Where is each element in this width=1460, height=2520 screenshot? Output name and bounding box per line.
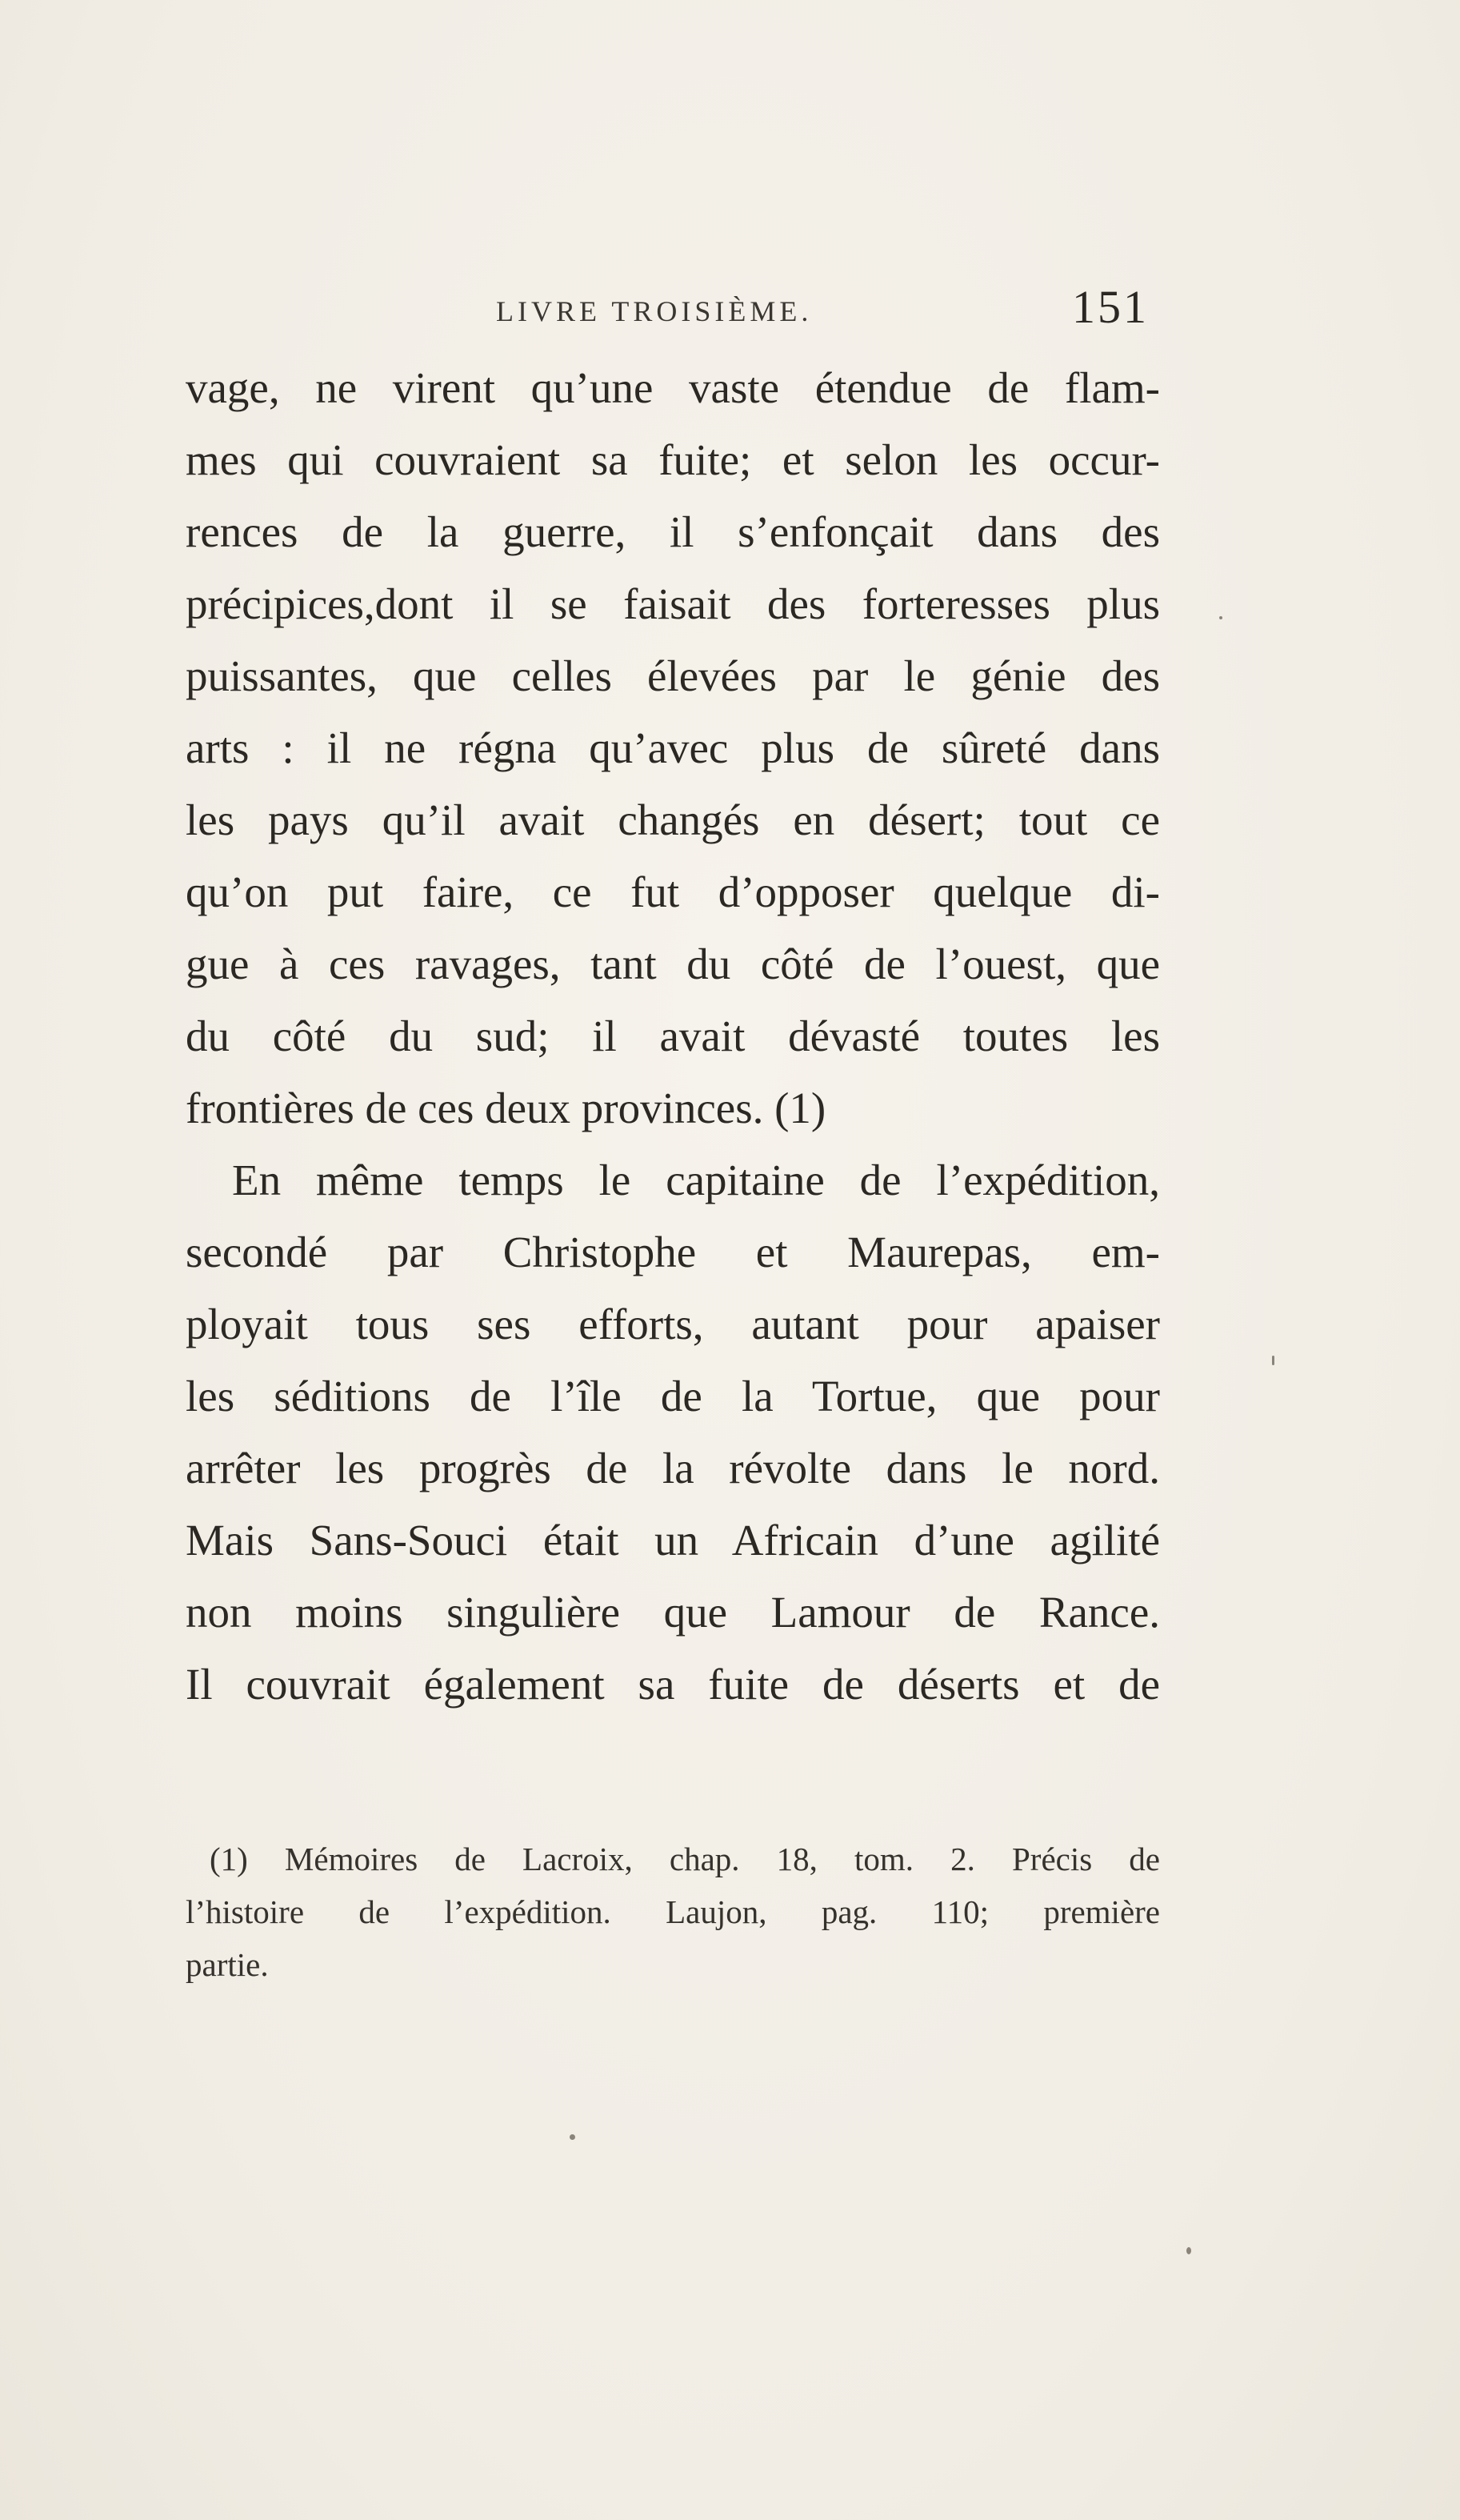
text-line: du côté du sud; il avait dévasté toutes les [186, 1012, 1160, 1060]
text-line: vage, ne virent qu’une vaste étendue de flam- [186, 363, 1160, 412]
paper-speck [570, 2134, 575, 2140]
text-line: Il couvrait également sa fuite de déserts et de [186, 1660, 1160, 1709]
text-line: Mais Sans-Souci était un Africain d’une agilité [186, 1516, 1160, 1564]
text-line: arrêter les progrès de la révolte dans le nord. [186, 1444, 1160, 1492]
text-line: les pays qu’il avait changés en désert; tout ce [186, 795, 1160, 844]
text-line: rences de la guerre, il s’enfonçait dans des [186, 507, 1160, 556]
footnote-line: partie. [186, 1946, 269, 1983]
text-line: arts : il ne régna qu’avec plus de sûreté dans [186, 723, 1160, 772]
text-line: puissantes, que celles élevées par le génie des [186, 651, 1160, 700]
text-line: secondé par Christophe et Maurepas, em- [186, 1228, 1160, 1276]
text-line: non moins singulière que Lamour de Rance. [186, 1588, 1160, 1637]
footnotes [186, 1833, 1160, 1991]
text-line: qu’on put faire, ce fut d’opposer quelque di- [186, 867, 1160, 916]
footnote-line: l’histoire de l’expédition. Laujon, pag. 110; première [186, 1893, 1160, 1930]
paper-speck [1186, 2247, 1191, 2254]
page-header [0, 280, 1460, 333]
body-text [186, 352, 1160, 1721]
text-line: gue à ces ravages, tant du côté de l’ouest, que [186, 939, 1160, 988]
running-head: LIVRE TROISIÈME. [496, 295, 813, 327]
paper-speck [1272, 1356, 1274, 1365]
text-line: ployait tous ses efforts, autant pour apaiser [186, 1300, 1160, 1348]
paper-speck [1219, 616, 1222, 619]
text-line: En même temps le capitaine de l’expédition, [232, 1156, 1160, 1204]
text-line: précipices,dont il se faisait des forteresses plus [186, 579, 1160, 628]
text-line: frontières de ces deux provinces. (1) [186, 1084, 826, 1132]
page-number: 151 [1072, 281, 1149, 333]
text-line: mes qui couvraient sa fuite; et selon les occur- [186, 435, 1160, 484]
footnote-line: (1) Mémoires de Lacroix, chap. 18, tom. 2. Précis de [210, 1841, 1160, 1877]
text-line: les séditions de l’île de la Tortue, que pour [186, 1372, 1160, 1420]
